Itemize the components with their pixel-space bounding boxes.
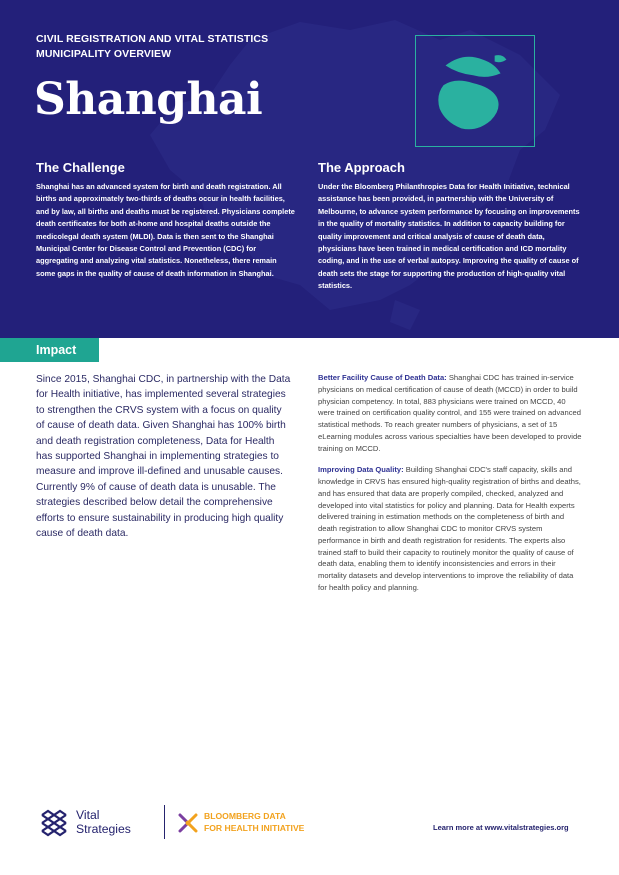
page-title: Shanghai — [34, 74, 263, 125]
bloomberg-line-1: BLOOMBERG DATA — [204, 811, 286, 821]
learn-more-link[interactable]: Learn more at www.vitalstrategies.org — [433, 823, 569, 832]
shanghai-map-icon — [416, 36, 534, 146]
impact-item-text: Building Shanghai CDC's staff capacity, skills and knowledge in CRVS has ensured high-quality registration of births and deaths, and has ensured that data are properly compiled, checked, analyzed and developed into vital statistics for policy and planning. Data for Health experts delivered training in estimation methods on the completeness of birth and death registration to allow Shanghai CDC to monitor CRVS system performance in birth and death registration for residents. The experts also trained staff to build their capacity to routinely monitor the quality of cause of death data, enabling them to identify inconsistencies and errors in their mortality datasets and develop interventions to improve the reliability of data for health policy and planning. — [318, 465, 581, 592]
header-banner — [0, 0, 619, 338]
impact-item-data-quality — [318, 464, 584, 593]
bloomberg-data-for-health-logo[interactable] — [178, 808, 318, 838]
bloomberg-line-2: FOR HEALTH INITIATIVE — [204, 823, 305, 833]
impact-item-text: Shanghai CDC has trained in-service physicians on medical certification of cause of death (MCCD) in order to build physician competency. In total, 883 physicians were trained on MCCD, 40 were trained on certification quality control, and 155 were trained on advanced statistical methods. To reach greater numbers of physicians, a set of 15 eLearning modules across various specialties have been developed to provide training on MCCD. — [318, 373, 582, 453]
impact-tab: Impact — [0, 338, 99, 362]
kicker-line-1: CIVIL REGISTRATION AND VITAL STATISTICS — [36, 33, 269, 45]
vital-strategies-logo-icon — [38, 807, 70, 839]
footer-divider — [164, 805, 165, 839]
bloomberg-wordmark — [204, 810, 304, 834]
impact-item-facility — [318, 372, 584, 454]
impact-item-label: Improving Data Quality: — [318, 465, 404, 475]
impact-details — [318, 372, 584, 604]
impact-lead-paragraph: Since 2015, Shanghai CDC, in partnership with the Data for Health initiative, has implemented several strategies to strengthen the CRVS system with a focus on quality of cause of death data. Given Shanghai has 100% birth and death registration completeness, Data for Health has supported Shanghai in implementing strategies to measure and improve ill-defined and unusable causes. Currently 9% of cause of death data is unusable. The strategies described below detail the comprehensive efforts to ensure sustainability in producing high quality cause of death data. — [36, 374, 291, 540]
document-kicker — [36, 32, 268, 62]
strategies-line: Strategies — [76, 822, 131, 836]
shanghai-map-inset — [415, 35, 535, 147]
approach-heading: The Approach — [318, 160, 405, 175]
vital-strategies-wordmark — [76, 808, 131, 836]
bloomberg-logo-icon — [178, 812, 198, 834]
approach-body: Under the Bloomberg Philanthropies Data for Health Initiative, technical assistance has been provided, in partnership with the University of Melbourne, to advance system performance by focusing on improvements in the quality of mortality statistics. In addition to capacity building for quality improvement and critical analysis of cause of death data, physicians have been trained in medical certification and ICD mortality coding, and in the use of verbal autopsy. Improving the quality of cause of death sets the stage for supporting the production of high-quality vital statistics. — [318, 182, 580, 291]
vital-line: Vital — [76, 808, 100, 822]
challenge-body: Shanghai has an advanced system for birth and death registration. All births and approximately two-thirds of deaths occur in health facilities, and by law, all births and deaths must be registered. Physicians complete death certificates for both at-home and hospital deaths outside the medicolegal death system (MLDI). Data is then sent to the Shanghai Municipal Center for Disease Control and Prevention (CDC) for aggregating and analyzing vital statistics. Nonetheless, there remain some gaps in the quality of cause of death information in Shanghai. — [36, 182, 295, 278]
impact-item-label: Better Facility Cause of Death Data: — [318, 373, 447, 382]
vital-strategies-logo[interactable] — [38, 805, 148, 839]
challenge-heading: The Challenge — [36, 160, 125, 175]
kicker-line-2: MUNICIPALITY OVERVIEW — [36, 48, 172, 60]
